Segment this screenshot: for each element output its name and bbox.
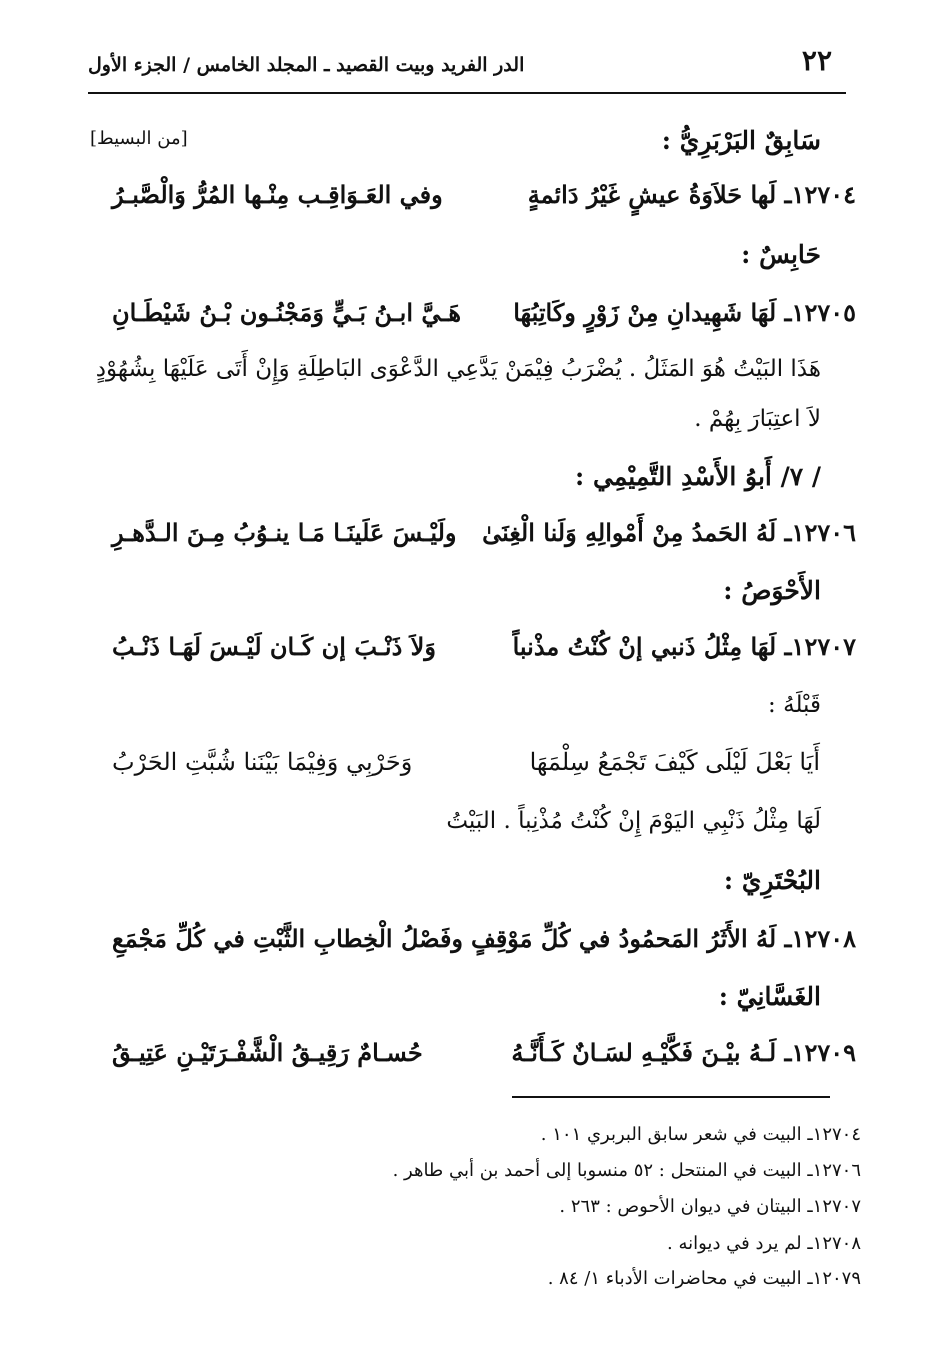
- footnote-divider: [512, 1096, 830, 1098]
- running-head: الدر الفريد وبيت القصيد ـ المجلد الخامس / الجزء الأول: [88, 54, 525, 76]
- poet-name: سَابِقٌ البَرْبَرِيُّ :: [661, 126, 821, 155]
- page-header: [88, 38, 846, 94]
- preceding-line: لَهَا مِثْلُ ذَنْبِي اليَوْمَ إِنْ كُنْتُ مُذْنِباً . البَيْتُ: [446, 808, 821, 834]
- poet-name: البُحْتَرِيّ :: [723, 866, 821, 895]
- verse-second-hemistich: حُسـامٌ رَقِيـقُ الْشَّفْـرَتَيْـنِ عَتِيـقُ: [112, 1038, 423, 1067]
- footnote: ١٢٧٠٨ـ لم يرد في ديوانه .: [667, 1233, 861, 1254]
- verse: [100, 632, 856, 672]
- qablahu-label: قَبْلَهُ :: [768, 692, 821, 718]
- verse-first-hemistich: ١٢٧٠٥ـ لَهَا شَهِيدانِ مِنْ زَوْرٍ وكَاتِبُهَا: [513, 298, 856, 327]
- verse-second-hemistich: وَحَرْبِي وَفِيْمَا بَيْنَنا شُبَّتِ الحَرْبُ: [112, 748, 413, 776]
- poet-name: الغَسَّانِيّ :: [718, 982, 821, 1011]
- verse-second-hemistich: وفي العَـوَاقِـب مِنْـها المُرُّ وَالْصَّبـرُ: [112, 180, 443, 209]
- verse-first-hemistich: ١٢٧٠٨ـ لَهُ الأَثَرُ المَحمُودُ في كُلِّ مَوْقِفٍ: [470, 924, 856, 953]
- footnote: ١٢٧٠٧ـ البيتان في ديوان الأحوص : ٢٦٣ .: [559, 1196, 861, 1217]
- preceding-verse: [100, 748, 820, 788]
- verse-first-hemistich: ١٢٧٠٩ـ لَـهُ بيْـنَ فَكَّيْـهِ لسَـانٌ كَـأَنَّـهُ: [511, 1038, 856, 1067]
- verse-second-hemistich: هَـيَّ ابـنُ بَـيٍّ وَمَجْنُـون بْـنُ شَيْطَـانِ: [112, 298, 462, 327]
- poet-name: حَابِسٌ :: [741, 240, 821, 269]
- footnote: ١٢٧٠٦ـ البيت في المنتحل : ٥٢ منسوبا إلى أحمد بن أبي طاهر .: [392, 1160, 861, 1181]
- verse-first-hemistich: ١٢٧٠٤ـ لَها حَلاَوَةُ عيشٍ غَيْرُ دَائمةٍ: [527, 180, 856, 209]
- meter-tag: [من البسيط]: [90, 128, 188, 149]
- page-number: ٢٢: [801, 44, 832, 77]
- verse-second-hemistich: وفَصْلُ الْخِطابِ الثَّبْتِ في كُلِّ مَجْمَعِ: [112, 924, 463, 953]
- verse-second-hemistich: وَلاَ ذَنْـبَ إن كَـان لَيْـسَ لَهَـا ذَنْـبُ: [112, 632, 436, 661]
- footnote: ١٢٧٠٤ـ البيت في شعر سابق البربري ١٠١ .: [540, 1124, 861, 1145]
- commentary-line: لاَ اعتِبَارَ بِهُمْ .: [694, 406, 821, 432]
- poet-name: الأَحْوَصُ :: [723, 576, 821, 605]
- verse: [100, 518, 856, 558]
- verse: [100, 1038, 856, 1078]
- verse-first-hemistich: أَيَا بَعْلَ لَيْلَى كَيْفَ تَجْمَعُ سِلْمَهَا: [529, 748, 820, 776]
- footnote: ١٢٠٧٩ـ البيت في محاضرات الأدباء ١/ ٨٤ .: [547, 1268, 861, 1289]
- verse-second-hemistich: ولَيْـسَ عَلَينَـا مَـا ينـوُبُ مِـنَ الـدَّهـرِ: [112, 518, 457, 547]
- verse-first-hemistich: ١٢٧٠٧ـ لَهَا مِثْلُ ذَنبي إنْ كُنْتُ مذْنباً: [512, 632, 856, 661]
- poet-name: / ٧/ أَبوُ الأَسْدِ التَّمِيْمِي :: [575, 462, 821, 491]
- verse: [100, 924, 856, 964]
- commentary-line: هَذَا البَيْتُ هُوَ المَثَلُ . يُضْرَبُ فِيْمَنْ يَدَّعِي الدَّعْوَى البَاطِلَةِ وَإِنْ أَتَى عَلَيْهَا بِشُهُوْدٍ: [95, 356, 821, 382]
- verse: [100, 298, 856, 338]
- verse: [100, 180, 856, 220]
- verse-first-hemistich: ١٢٧٠٦ـ لَهُ الحَمدُ مِنْ أَمْوالِهِ وَلَنا الْغِنَىٰ: [482, 518, 856, 547]
